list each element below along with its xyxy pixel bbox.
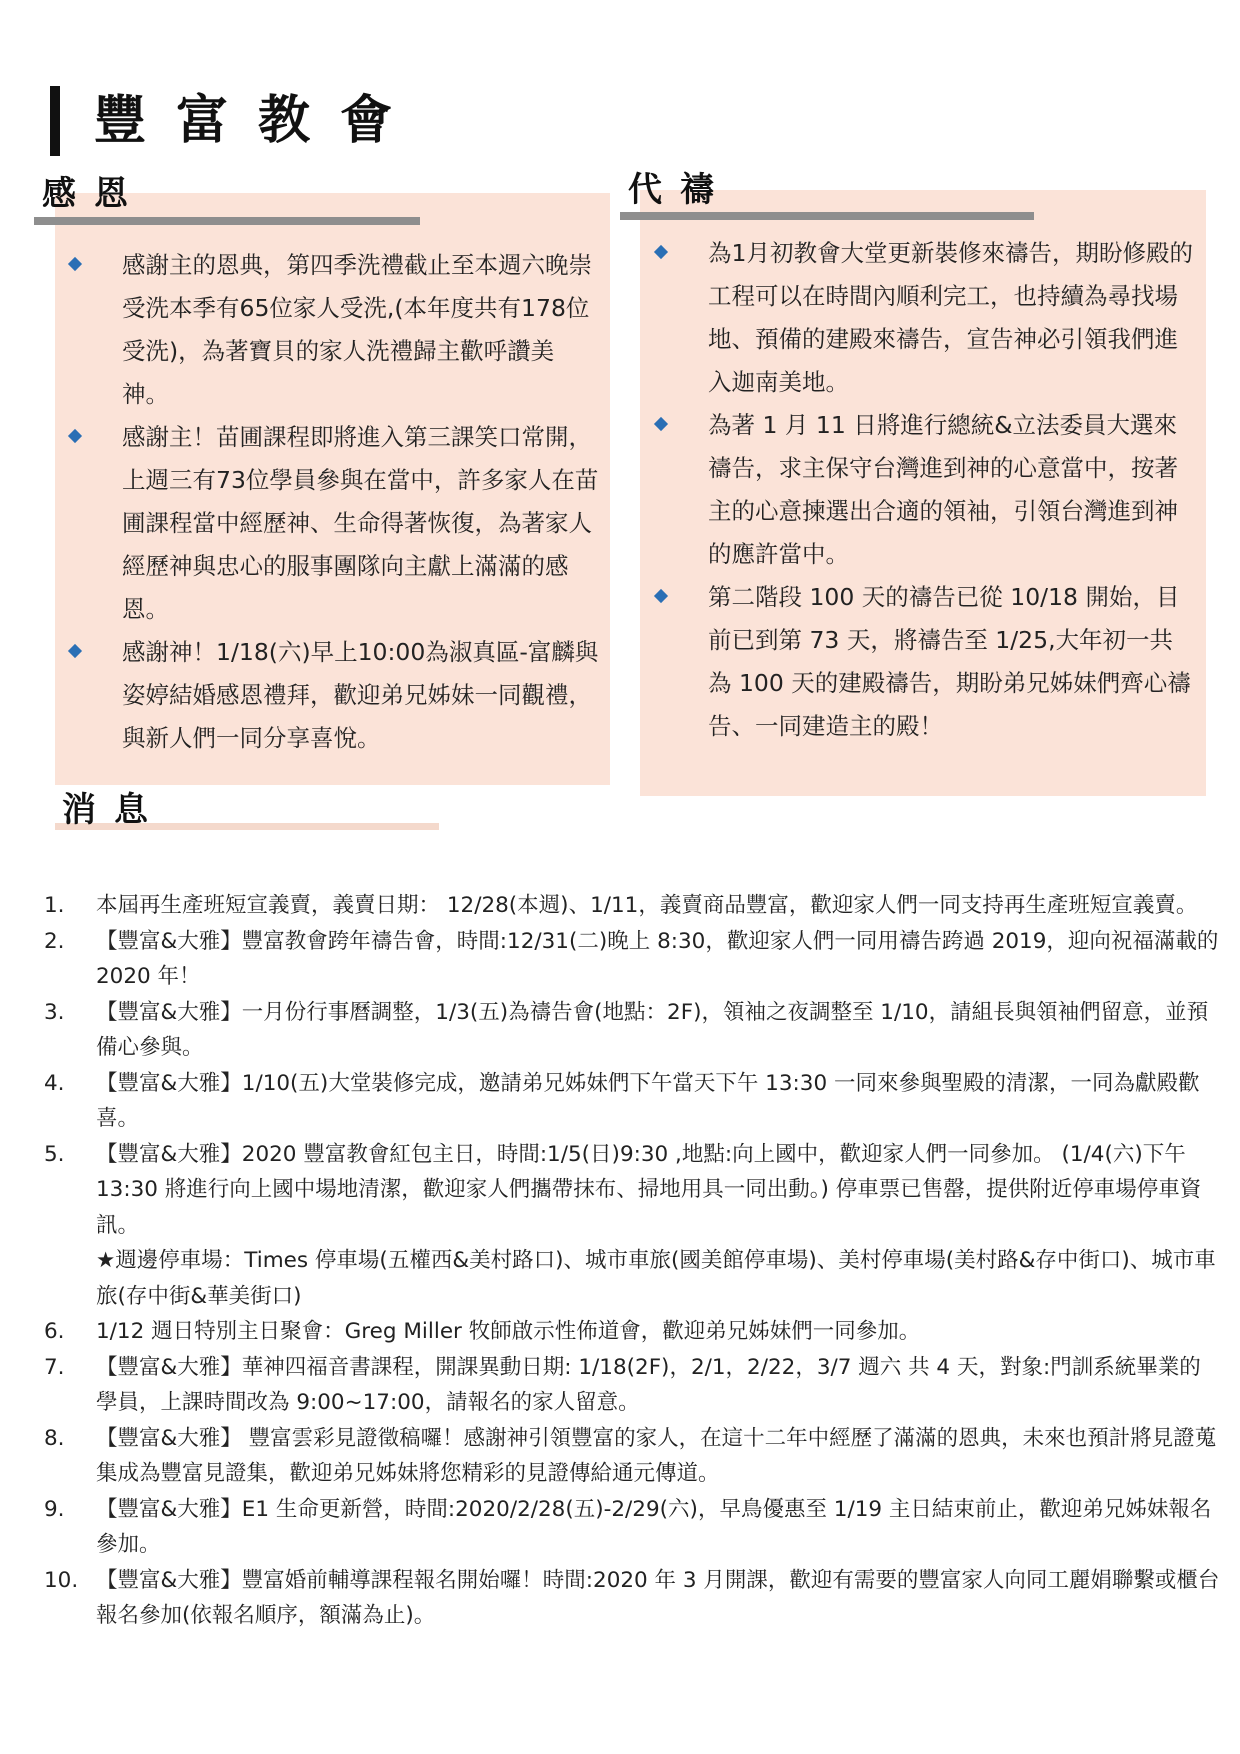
list-item: [44, 1421, 1220, 1492]
list-item: [44, 1314, 1220, 1350]
news-item-text: 1/12 週日特別主日聚會：Greg Miller 牧師啟示性佈道會，歡迎弟兄姊妹們一同參加。: [96, 1319, 921, 1344]
thanks-item-text: 感謝神！1/18(六)早上10:00為淑真區-富麟與姿婷結婚感恩禮拜，歡迎弟兄姊妹一同觀禮，與新人們一同分享喜悅。: [122, 638, 599, 752]
thanks-section-title: 感恩: [42, 174, 146, 214]
prayer-item-text: 第二階段 100 天的禱告已從 10/18 開始，目前已到第 73 天，將禱告至 1/25,大年初一共為 100 天的建殿禱告，期盼弟兄姊妹們齊心禱告、一同建造主的殿！: [708, 583, 1191, 740]
diamond-bullet-icon: [654, 245, 668, 259]
news-item-text: 【豐富&大雅】豐富教會跨年禱告會，時間:12/31(二)晚上 8:30，歡迎家人們一同用禱告跨過 2019，迎向祝福滿載的 2020 年！: [96, 928, 1219, 989]
prayer-item-text: 為1月初教會大堂更新裝修來禱告，期盼修殿的工程可以在時間內順利完工，也持續為尋找場地、預備的建殿來禱告，宣告神必引領我們進入迦南美地。: [708, 239, 1193, 396]
news-item-text: 【豐富&大雅】一月份行事曆調整，1/3(五)為禱告會(地點：2F)，領袖之夜調整至 1/10，請組長與領袖們留意，並預備心參與。: [96, 999, 1209, 1060]
news-item-text: 【豐富&大雅】 豐富雲彩見證徵稿囉！感謝神引領豐富的家人，在這十二年中經歷了滿滿的恩典，未來也預計將見證蒐集成為豐富見證集，歡迎弟兄姊妹將您精彩的見證傳給通元傳道。: [96, 1425, 1217, 1486]
item-number: 8.: [44, 1425, 65, 1451]
news-item-text: 【豐富&大雅】豐富婚前輔導課程報名開始囉！時間:2020 年 3 月開課，歡迎有需要的豐富家人向同工麗娟聯繫或櫃台報名參加(依報名順序，額滿為止)。: [96, 1567, 1220, 1628]
item-number: 9.: [44, 1496, 65, 1522]
list-item: [656, 232, 1196, 404]
diamond-bullet-icon: [654, 417, 668, 431]
list-item: [70, 244, 600, 416]
diamond-bullet-icon: [68, 644, 82, 658]
item-number: 7.: [44, 1354, 65, 1380]
list-item: [656, 404, 1196, 576]
list-item: [70, 631, 600, 760]
prayer-list: [656, 232, 1196, 748]
item-number: 3.: [44, 999, 65, 1025]
list-item: [656, 576, 1196, 748]
thanks-item-text: 感謝主！苗圃課程即將進入第三課笑口常開，上週三有73位學員參與在當中，許多家人在苗圃課程當中經歷神、生命得著恢復，為著家人經歷神與忠心的服事團隊向主獻上滿滿的感恩。: [122, 423, 599, 623]
diamond-bullet-icon: [68, 429, 82, 443]
list-item: [44, 1350, 1220, 1421]
prayer-item-text: 為著 1 月 11 日將進行總統&立法委員大選來禱告，求主保守台灣進到神的心意當中，按著主的心意揀選出合適的領袖，引領台灣進到神的應許當中。: [708, 411, 1178, 568]
list-item: [70, 416, 600, 631]
prayer-title-underline: [620, 212, 1034, 220]
news-list: [44, 888, 1220, 1634]
thanks-item-text: 感謝主的恩典，第四季洗禮截止至本週六晚崇受洗本季有65位家人受洗,(本年度共有178位受洗)，為著寶貝的家人洗禮歸主歡呼讚美神。: [122, 251, 592, 408]
diamond-bullet-icon: [654, 589, 668, 603]
prayer-section-title: 代禱: [628, 170, 732, 210]
list-item: [44, 1066, 1220, 1137]
list-item: [44, 1492, 1220, 1563]
item-number: 5.: [44, 1141, 65, 1167]
list-item: [44, 995, 1220, 1066]
list-item: [44, 924, 1220, 995]
diamond-bullet-icon: [68, 257, 82, 271]
news-item-text: 【豐富&大雅】E1 生命更新營，時間:2020/2/28(五)-2/29(六)，早鳥優惠至 1/19 主日結束前止，歡迎弟兄姊妹報名參加。: [96, 1496, 1212, 1557]
thanks-list: [70, 244, 600, 760]
title-accent-bar: [50, 86, 60, 156]
news-item-text: 【豐富&大雅】華神四福音書課程，開課異動日期: 1/18(2F)，2/1，2/22，3/7 週六 共 4 天，對象:門訓系統畢業的學員，上課時間改為 9:00~17:00，請報名的家人留意。: [96, 1354, 1201, 1415]
news-item-text: 本屆再生產班短宣義賣，義賣日期： 12/28(本週)、1/11，義賣商品豐富，歡迎家人們一同支持再生產班短宣義賣。: [96, 893, 1198, 918]
list-item: [44, 1563, 1220, 1634]
list-item: [44, 888, 1220, 924]
item-number: 2.: [44, 928, 65, 954]
thanks-title-underline: [34, 217, 420, 225]
item-number: 6.: [44, 1319, 65, 1344]
page-title: 豐富教會: [94, 91, 423, 151]
news-item-text: 【豐富&大雅】1/10(五)大堂裝修完成，邀請弟兄姊妹們下午當天下午 13:30 一同來參與聖殿的清潔，一同為獻殿歡喜。: [96, 1070, 1200, 1131]
news-item-text: 【豐富&大雅】2020 豐富教會紅包主日，時間:1/5(日)9:30 ,地點:向上國中，歡迎家人們一同參加。 (1/4(六)下午 13:30 將進行向上國中場地清潔，歡迎家人們攜帶抹布、掃地用具一同出動。) 停車票已售罄，提供附近停車場停車資訊。: [96, 1141, 1202, 1238]
item-number: 10.: [44, 1567, 79, 1593]
item-number: 4.: [44, 1070, 65, 1096]
list-item: [44, 1137, 1220, 1315]
news-section-title: 消息: [62, 790, 166, 830]
item-number: 1.: [44, 893, 65, 918]
parking-note: ★週邊停車場：Times 停車場(五權西&美村路口)、城市車旅(國美館停車場)、美村停車場(美村路&存中街口)、城市車旅(存中街&華美街口): [96, 1248, 1216, 1309]
